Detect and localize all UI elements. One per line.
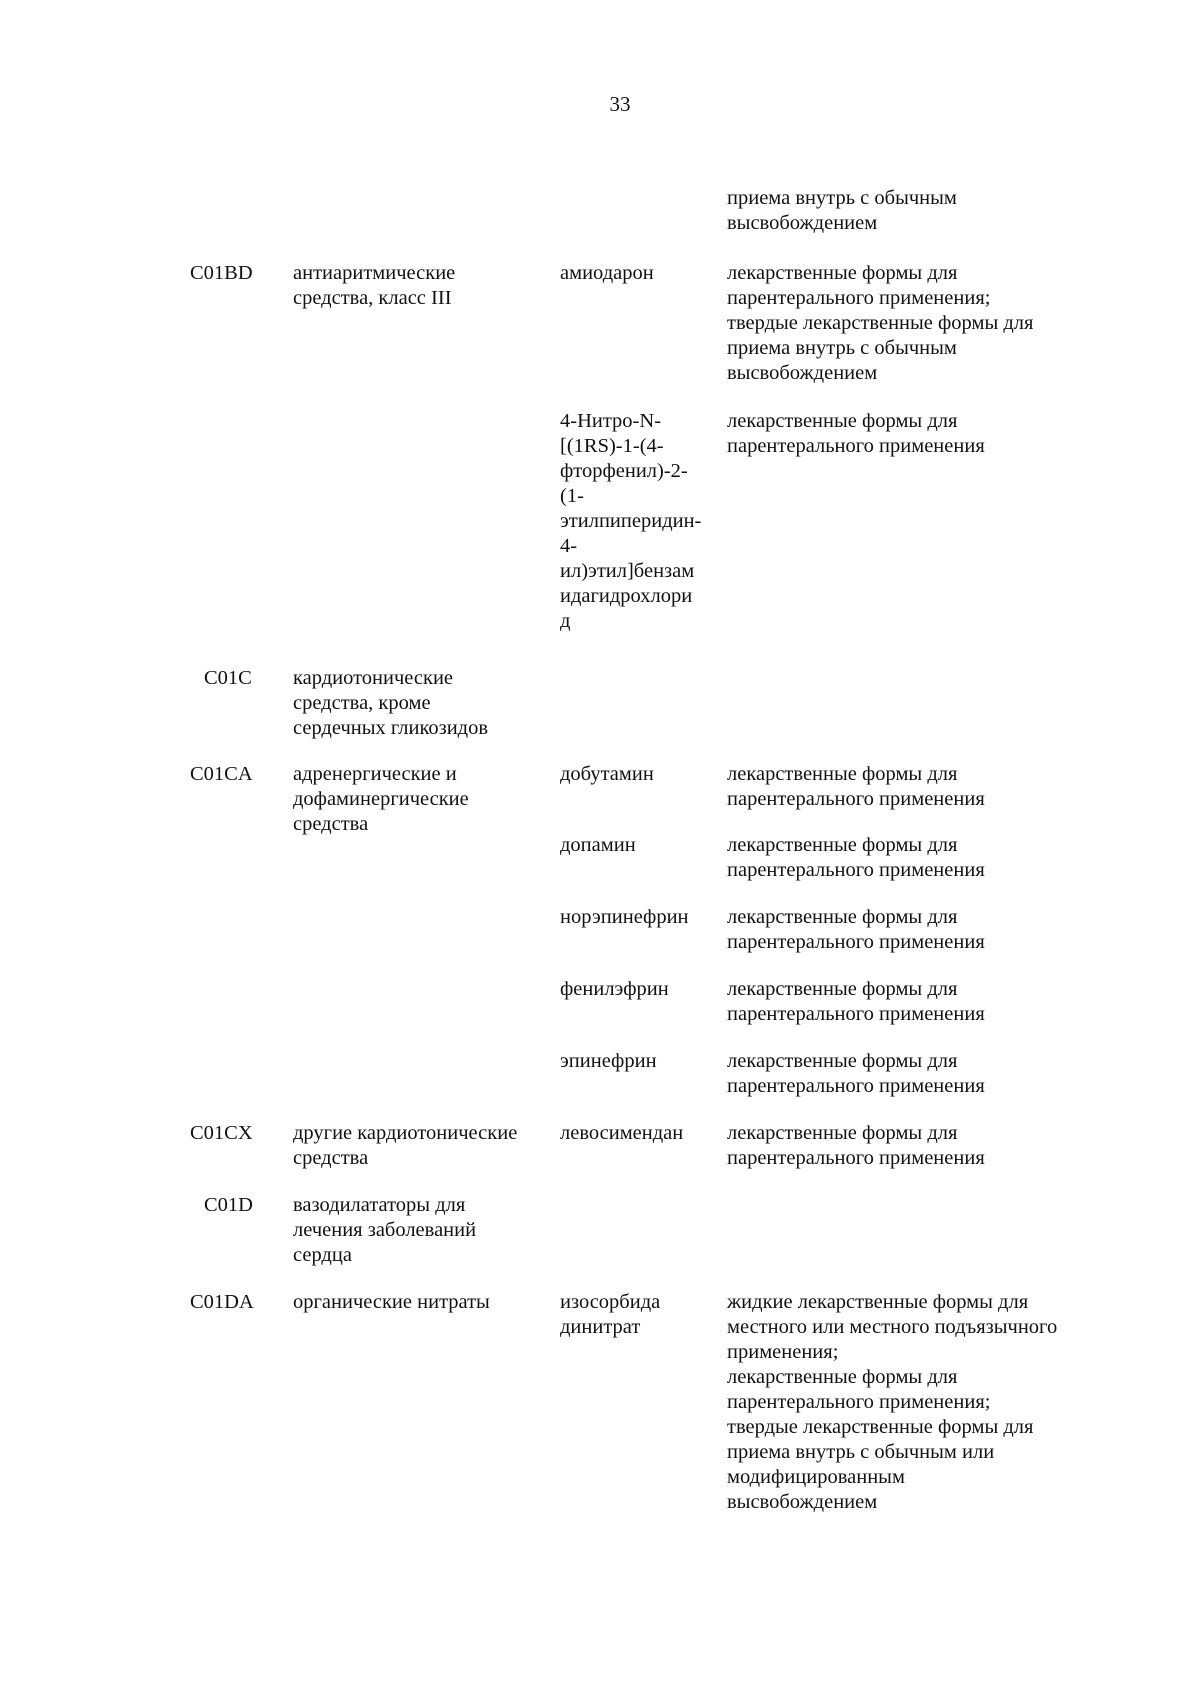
page-number: 33: [609, 92, 631, 116]
drug-name: эпинефрин: [560, 1050, 657, 1072]
pharmacological-group: антиаритмические средства, класс III: [293, 262, 456, 309]
drug-name: фенилэфрин: [560, 978, 669, 1000]
atc-code: C01CA: [190, 763, 253, 785]
dosage-form: лекарственные формы для парентерального применения: [727, 1050, 985, 1097]
drug-name: допамин: [560, 834, 636, 856]
drug-name: добутамин: [560, 763, 654, 785]
dosage-form: лекарственные формы для парентерального применения: [727, 834, 985, 881]
dosage-form: лекарственные формы для парентерального применения: [727, 763, 985, 810]
atc-code: C01BD: [190, 262, 253, 284]
pharmacological-group: органические нитраты: [293, 1291, 490, 1313]
dosage-form: лекарственные формы для парентерального применения: [727, 410, 985, 457]
pharmacological-group: другие кардиотонические средства: [293, 1122, 518, 1169]
dosage-form: лекарственные формы для парентерального применения: [727, 1122, 985, 1169]
dosage-form: лекарственные формы для парентерального применения: [727, 978, 985, 1025]
drug-name: 4-Нитро-N- [(1RS)-1-(4- фторфенил)-2- (1- этилпиперидин- 4- ил)этил]бензам идагидрохлори д: [560, 410, 702, 632]
pharmacological-group: адренергические и дофаминергические средства: [293, 763, 469, 835]
dosage-form: жидкие лекарственные формы для местного или местного подъязычного применения; лекарственные формы для парентерального применения; твердые лекарственные формы для приема внутрь с обычным или модифицированным высвобождением: [727, 1291, 1058, 1513]
pharmacological-group: вазодилататоры для лечения заболеваний сердца: [293, 1194, 477, 1266]
drug-name: норэпинефрин: [560, 906, 689, 928]
pharmacological-group: кардиотонические средства, кроме сердечных гликозидов: [293, 667, 489, 739]
atc-code: C01D: [204, 1194, 253, 1216]
dosage-form: лекарственные формы для парентерального применения; твердые лекарственные формы для приема внутрь с обычным высвобождением: [727, 262, 1034, 384]
atc-code: C01CX: [190, 1122, 253, 1144]
atc-code: C01C: [204, 667, 252, 689]
dosage-form: лекарственные формы для парентерального применения: [727, 906, 985, 953]
drug-name: изосорбида динитрат: [560, 1291, 661, 1338]
atc-code: C01DA: [190, 1291, 254, 1313]
dosage-form: приема внутрь с обычным высвобождением: [727, 187, 957, 234]
drug-name: амиодарон: [560, 262, 654, 284]
drug-name: левосимендан: [560, 1122, 684, 1144]
